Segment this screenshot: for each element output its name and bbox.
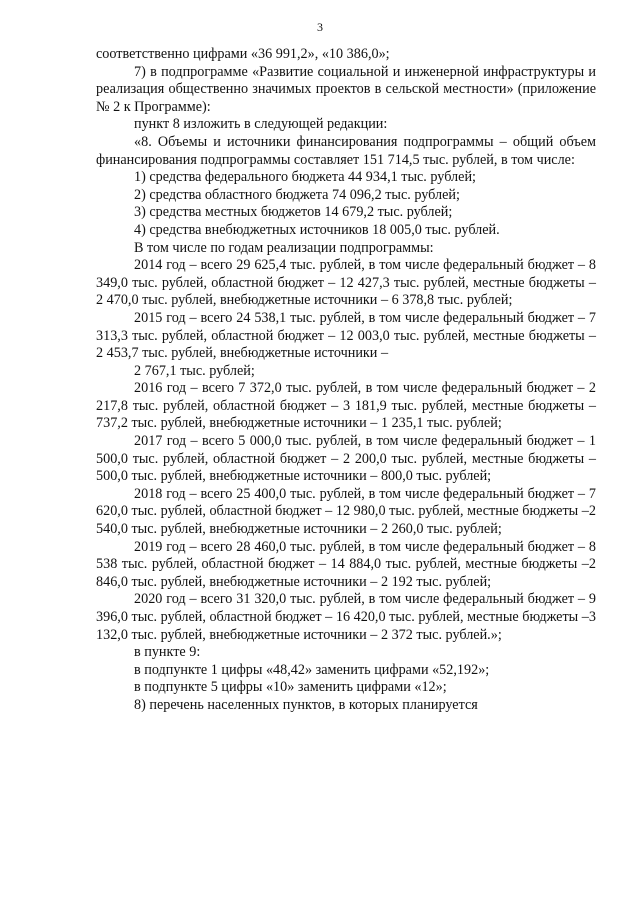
list-item-federal: 1) средства федерального бюджета 44 934,1 тыс. рублей; [134, 169, 476, 186]
paragraph-year-2019: 2019 год – всего 28 460,0 тыс. рублей, в том числе федеральный бюджет – 8 538 тыс. рублей, областной бюджет – 14 884,0 тыс. рублей, местные бюджеты –2 846,0 тыс. рублей, внебюджетные источники – 2 192 тыс. рублей; [96, 538, 596, 590]
paragraph-1: соответственно цифрами «36 991,2», «10 386,0»; [96, 46, 390, 62]
paragraph-point-9: в пункте 9: [134, 644, 201, 661]
paragraph-by-years: В том числе по годам реализации подпрограммы: [134, 239, 434, 256]
list-item-extrabudgetary: 4) средства внебюджетных источников 18 005,0 тыс. рублей. [134, 221, 500, 238]
paragraph-year-2020: 2020 год – всего 31 320,0 тыс. рублей, в том числе федеральный бюджет – 9 396,0 тыс. рублей, областной бюджет – 16 420,0 тыс. рублей, местные бюджеты –3 132,0 тыс. рублей, внебюджетные источники – 2 372 тыс. рублей.»; [96, 591, 596, 643]
paragraph-year-2015-cont: 2 767,1 тыс. рублей; [134, 362, 255, 379]
paragraph-3: пункт 8 изложить в следующей редакции: [134, 116, 388, 133]
paragraph-year-2016: 2016 год – всего 7 372,0 тыс. рублей, в том числе федеральный бюджет – 2 217,8 тыс. рублей, областной бюджет – 3 181,9 тыс. рублей, местные бюджеты – 737,2 тыс. рублей, внебюджетные источники – 1 235,1 тыс. рублей; [96, 380, 596, 432]
list-item-regional: 2) средства областного бюджета 74 096,2 тыс. рублей; [134, 186, 460, 203]
paragraph-financing-volume: «8. Объемы и источники финансирования подпрограммы – общий объем финансирования подпрограммы составляет 151 714,5 тыс. рублей, в том числе: [96, 133, 596, 168]
paragraph-year-2018: 2018 год – всего 25 400,0 тыс. рублей, в том числе федеральный бюджет – 7 620,0 тыс. рублей, областной бюджет – 12 980,0 тыс. рублей, местные бюджеты –2 540,0 тыс. рублей, внебюджетные источники – 2 260,0 тыс. рублей; [96, 485, 596, 538]
paragraph-subpoint-5: в подпункте 5 цифры «10» заменить цифрами «12»; [134, 679, 447, 696]
paragraph-item-8: 8) перечень населенных пунктов, в которых планируется [134, 696, 478, 713]
paragraph-subpoint-1: в подпункте 1 цифры «48,42» заменить цифрами «52,192»; [134, 661, 490, 678]
document-body [96, 46, 596, 715]
paragraph-item-7: 7) в подпрограмме «Развитие социальной и инженерной инфраструктуры и реализация общественно значимых проектов в сельской местности» (приложение № 2 к Программе): [96, 63, 596, 115]
paragraph-year-2017: 2017 год – всего 5 000,0 тыс. рублей, в том числе федеральный бюджет – 1 500,0 тыс. рублей, областной бюджет – 2 200,0 тыс. рублей, местные бюджеты – 500,0 тыс. рублей, внебюджетные источники – 800,0 тыс. рублей; [96, 433, 596, 485]
paragraph-year-2015: 2015 год – всего 24 538,1 тыс. рублей, в том числе федеральный бюджет – 7 313,3 тыс. рублей, областной бюджет – 12 003,0 тыс. рублей, местные бюджеты – 2 453,7 тыс. рублей, внебюджетные источники – [96, 309, 596, 362]
list-item-local: 3) средства местных бюджетов 14 679,2 тыс. рублей; [134, 204, 453, 221]
paragraph-year-2014: 2014 год – всего 29 625,4 тыс. рублей, в том числе федеральный бюджет – 8 349,0 тыс. рублей, областной бюджет – 12 427,3 тыс. рублей, местные бюджеты – 2 470,0 тыс. рублей, внебюджетные источники – 6 378,8 тыс. рублей; [96, 257, 596, 309]
page-number: 3 [317, 20, 323, 34]
